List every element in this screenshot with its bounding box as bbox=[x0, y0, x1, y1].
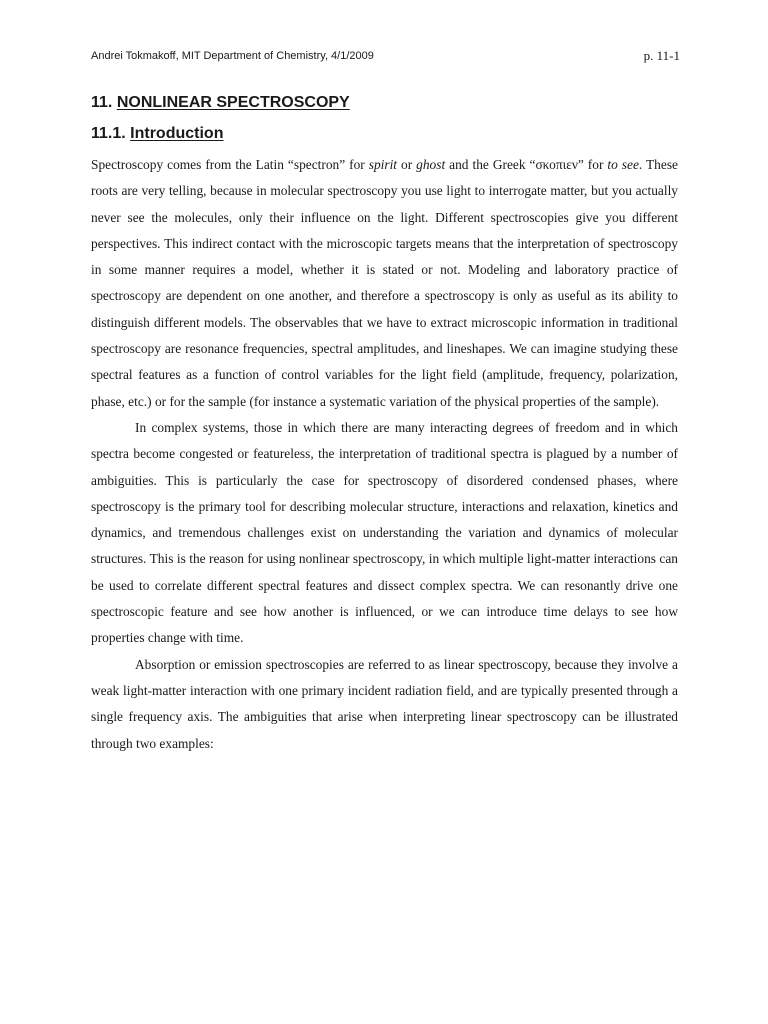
subsection-title: Introduction bbox=[130, 125, 224, 142]
subsection-heading bbox=[91, 124, 223, 144]
body-text bbox=[91, 152, 678, 757]
p1-text-g: . These roots are very telling, because in molecular spectroscopy you use light to interrogate matter, but you actually never see the molecules, only their influence on the light. Different spectroscopies give you different perspectives. This indirect contact with the microscopic targets means that the interpretation of spectroscopy in some manner requires a model, whether it is stated or not. Modeling and laboratory practice of spectroscopy are dependent on one another, and therefore a spectroscopy is only as useful as its ability to distinguish different models. The observables that we have to extract microscopic information in traditional spectroscopy are resonance frequencies, spectral amplitudes, and lineshapes. We can imagine studying these spectral features as a function of control variables for the light field (amplitude, frequency, polarization, phase, etc.) or for the sample (for instance a systematic variation of the physical properties of the sample). bbox=[91, 157, 678, 409]
p1-text-a: Spectroscopy comes from the Latin “spectron” for bbox=[91, 157, 369, 172]
header-author-line: Andrei Tokmakoff, MIT Department of Chemistry, 4/1/2009 bbox=[91, 50, 374, 62]
p1-italic-ghost: ghost bbox=[416, 157, 446, 172]
page-number: p. 11-1 bbox=[643, 48, 680, 63]
p1-italic-spirit: spirit bbox=[368, 157, 398, 172]
subsection-number: 11.1. bbox=[91, 125, 126, 142]
p1-italic-to-see: to see bbox=[607, 157, 639, 172]
paragraph-3: Absorption or emission spectroscopies are referred to as linear spectroscopy, because they involve a weak light-matter interaction with one primary incident radiation field, and are typically presented through a single frequency axis. The ambiguities that arise when interpreting linear spectroscopy can be illustrated through two examples: bbox=[91, 656, 678, 751]
p1-text-e: and the Greek “σκοπιεν” for bbox=[445, 157, 608, 172]
p1-text-c: or bbox=[397, 157, 417, 172]
running-header bbox=[91, 48, 680, 64]
section-title: NONLINEAR SPECTROSCOPY bbox=[116, 94, 350, 111]
paragraph-2: In complex systems, those in which there are many interacting degrees of freedom and in which spectra become congested or featureless, the interpretation of traditional spectra is plagued by a number of ambiguities. This is particularly the case for spectroscopy of disordered condensed phases, where spectroscopy is the primary tool for describing molecular structure, interactions and relaxation, kinetics and dynamics, and tremendous challenges exist on understanding the variation and dynamics of molecular structures. This is the reason for using nonlinear spectroscopy, in which multiple light-matter interactions can be used to correlate different spectral features and dissect complex spectra. We can resonantly drive one spectroscopic feature and see how another is influenced, or we can introduce time delays to see how properties change with time. bbox=[91, 419, 678, 646]
section-heading bbox=[91, 93, 350, 113]
section-number: 11. bbox=[91, 94, 113, 111]
paragraph-1 bbox=[91, 152, 678, 415]
